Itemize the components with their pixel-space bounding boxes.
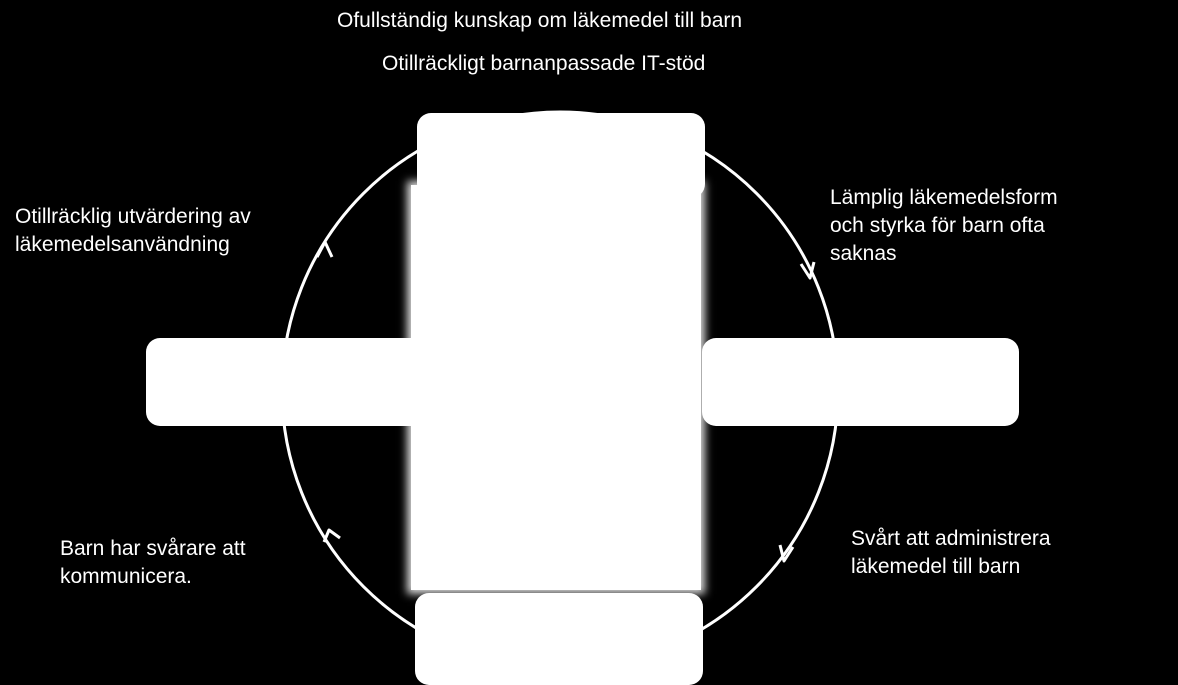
top-label-2: Otillräckligt barnanpassade IT-stöd — [382, 52, 706, 75]
bottom-right-label-line-2: läkemedel till barn — [851, 555, 1021, 578]
bottom-right-label-line-1: Svårt att administrera — [851, 527, 1051, 550]
bottom-box — [415, 593, 703, 685]
left-box — [146, 338, 434, 426]
left-label-line-2: läkemedelsanvändning — [15, 233, 230, 256]
center-column-box — [411, 185, 701, 590]
top-label-1: Ofullständig kunskap om läkemedel till barn — [337, 9, 743, 32]
bottom-left-label-line-2: kommunicera. — [60, 565, 192, 588]
bottom-left-label-line-1: Barn har svårare att — [60, 537, 246, 560]
right-label-line-2: och styrka för barn ofta — [830, 214, 1045, 237]
right-box — [702, 338, 1019, 426]
right-label-line-3: saknas — [830, 242, 897, 265]
top-box — [417, 113, 705, 198]
left-label-line-1: Otillräcklig utvärdering av — [15, 205, 251, 228]
right-label — [830, 184, 1058, 268]
right-label-line-1: Lämplig läkemedelsform — [830, 186, 1058, 209]
bottom-right-label — [851, 525, 1051, 581]
left-label — [15, 203, 251, 259]
bottom-left-label — [60, 535, 246, 591]
